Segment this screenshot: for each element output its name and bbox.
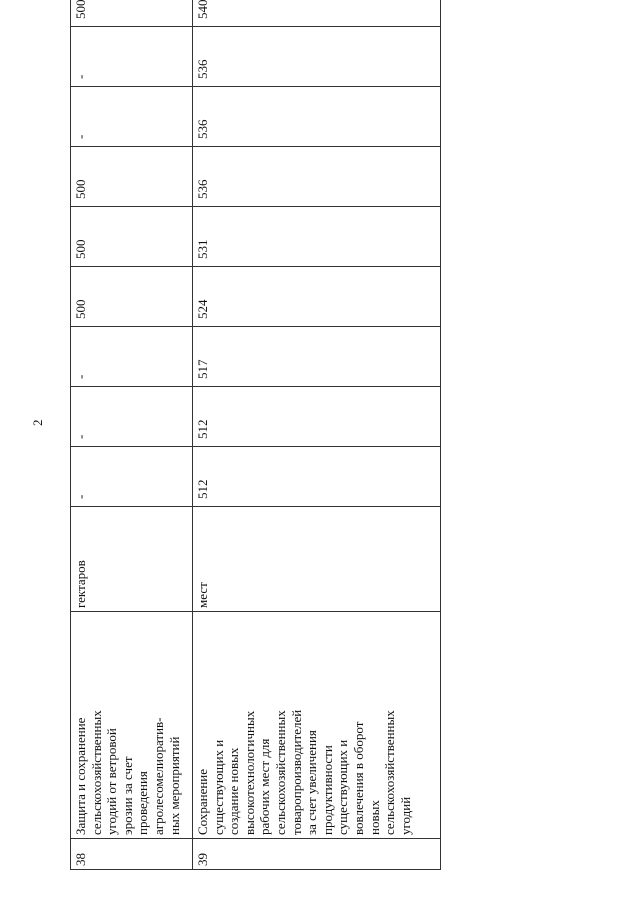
value-cell: 517 [193,327,441,387]
value-cell: - [71,447,193,507]
value-cell: - [71,87,193,147]
value-cell: 540 [193,0,441,27]
name-line: за счет увеличения [304,730,320,835]
name-line: существующих и [210,739,226,835]
unit-cell: мест [193,507,441,612]
name-line: высокотехнологичных [241,710,257,835]
page-number: 2 [30,419,45,426]
value-cell: 500 [71,0,193,27]
name-line: ных мероприятий [166,736,182,835]
data-table [70,0,441,870]
table-row [71,0,193,870]
value-cell: 500 [71,267,193,327]
name-line: Защита и сохранение [73,717,88,835]
unit-cell: гектаров [71,507,193,612]
name-line: сельскохозяйственных [272,710,288,835]
value-cell: - [71,387,193,447]
indicator-name [71,612,193,839]
table-row [193,0,441,870]
row-number: 38 [71,839,193,870]
value-cell: - [71,27,193,87]
value-cell: - [71,327,193,387]
name-line: продуктивности [319,745,335,835]
value-cell: 536 [193,87,441,147]
rotated-table-container [70,0,430,870]
name-line: эрозии за счет [119,756,135,835]
value-cell: 512 [193,447,441,507]
name-line: создание новых [226,747,242,835]
row-number: 39 [193,839,441,870]
value-cell: 500 [71,147,193,207]
name-line: существующих и [335,739,351,835]
name-line: проведения [135,771,151,835]
value-cell: 531 [193,207,441,267]
value-cell: 536 [193,147,441,207]
name-line: рабочих мест для [257,738,273,835]
name-line: вовлечения в оборот [350,721,366,835]
name-line: товаропроизводителей [288,709,304,835]
indicator-name [193,612,441,839]
name-line: новых [366,800,382,835]
name-line: сельскохозяйственных [382,710,398,835]
name-line: Сохранение [195,768,210,835]
name-line: сельскохозяйственных [88,710,104,835]
value-cell: 524 [193,267,441,327]
name-line: угодий [397,796,413,835]
value-cell: 500 [71,207,193,267]
value-cell: 536 [193,27,441,87]
value-cell: 512 [193,387,441,447]
name-line: угодий от ветровой [104,728,120,835]
name-line: агролесомелиоратив- [150,717,166,835]
